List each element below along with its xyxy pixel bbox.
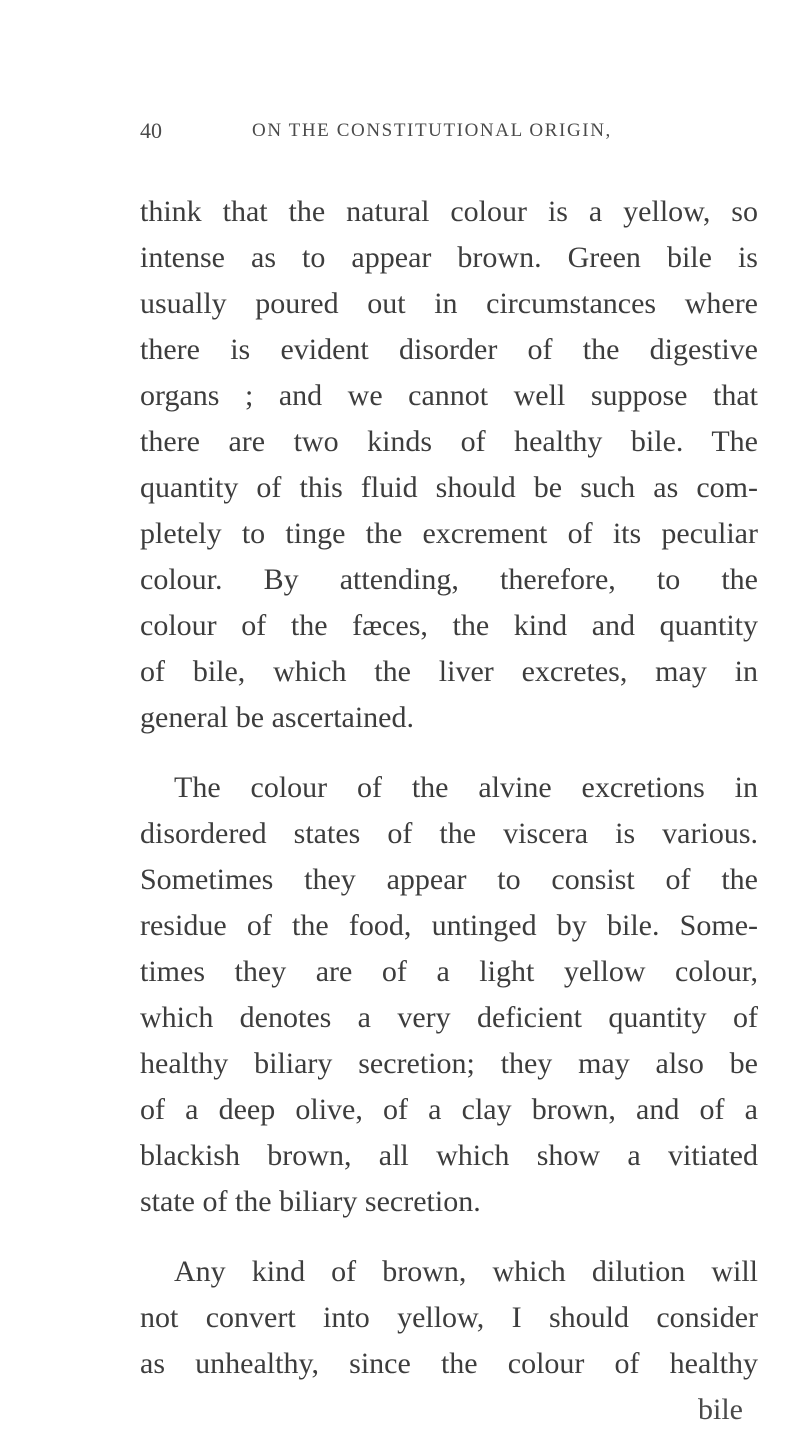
page-number: 40	[140, 118, 162, 143]
text-line: quantity of this fluid should be such as com-	[140, 471, 758, 504]
text-line: times they are of a light yellow colour,	[140, 955, 758, 988]
text-line: residue of the food, untinged by bile. Some-	[140, 909, 758, 942]
text-line: Any kind of brown, which dilution will	[174, 1255, 758, 1288]
text-line: think that the natural colour is a yellow, so	[140, 195, 758, 228]
text-line: there is evident disorder of the digestive	[140, 333, 758, 366]
text-line: healthy biliary secretion; they may also be	[140, 1047, 758, 1080]
text-line: Sometimes they appear to consist of the	[140, 863, 758, 896]
text-line: general be ascertained.	[140, 701, 414, 734]
text-line: not convert into yellow, I should consider	[140, 1301, 758, 1334]
catchword: bile	[698, 1393, 743, 1426]
text-line: intense as to appear brown. Green bile is	[140, 241, 758, 274]
text-line: colour of the fæces, the kind and quantity	[140, 609, 758, 642]
text-line: there are two kinds of healthy bile. The	[140, 425, 758, 458]
text-line: organs ; and we cannot well suppose that	[140, 379, 758, 412]
text-line: which denotes a very deficient quantity of	[140, 1001, 758, 1034]
text-line: state of the biliary secretion.	[140, 1185, 481, 1218]
text-line: of a deep olive, of a clay brown, and of a	[140, 1093, 758, 1126]
running-head	[140, 118, 740, 148]
text-line: disordered states of the viscera is various.	[140, 817, 758, 850]
text-line: blackish brown, all which show a vitiated	[140, 1139, 758, 1172]
text-line: The colour of the alvine excretions in	[174, 771, 758, 804]
text-line: as unhealthy, since the colour of healthy	[140, 1347, 758, 1380]
text-line: usually poured out in circumstances where	[140, 287, 758, 320]
text-line: pletely to tinge the excrement of its peculiar	[140, 517, 758, 550]
running-head-title: ON THE CONSTITUTIONAL ORIGIN,	[252, 120, 612, 141]
text-line: colour. By attending, therefore, to the	[140, 563, 758, 596]
text-line: of bile, which the liver excretes, may in	[140, 655, 758, 688]
